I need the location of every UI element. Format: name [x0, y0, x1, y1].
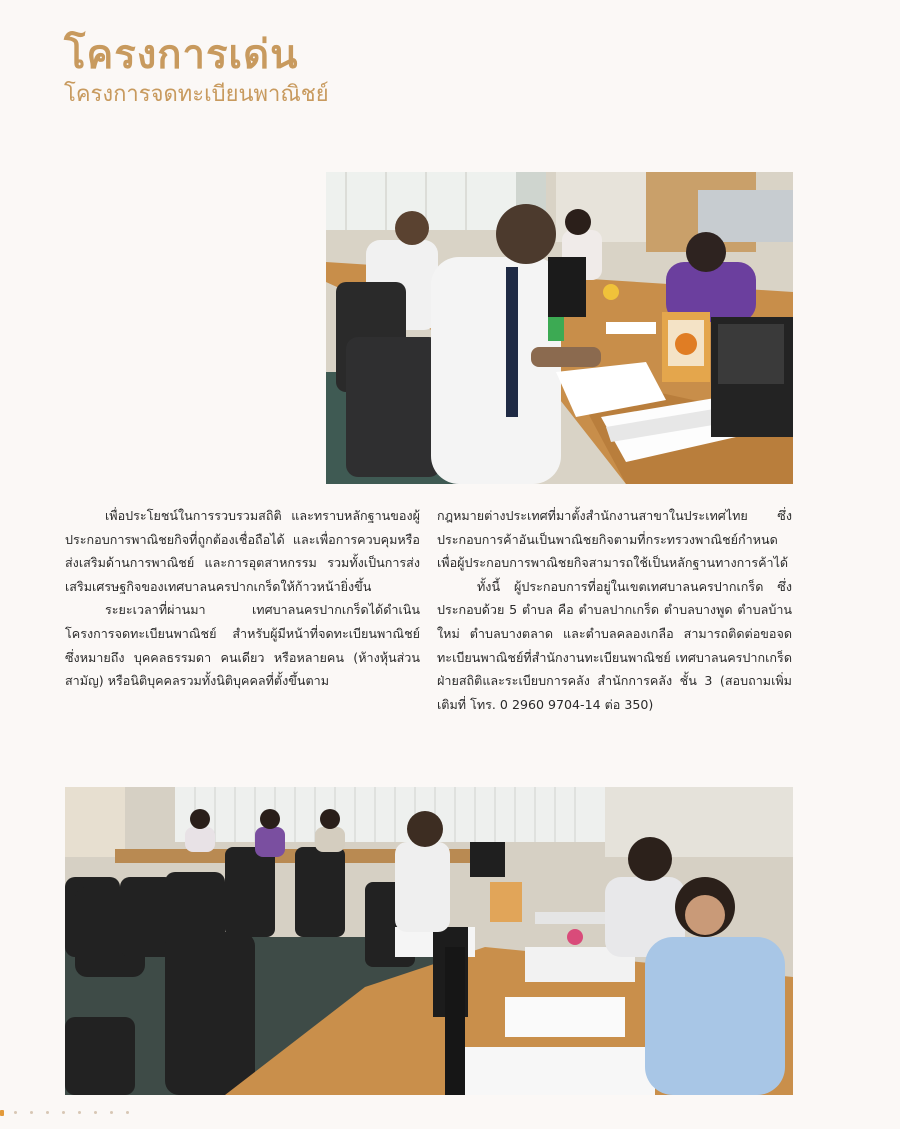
paragraph: เพื่อประโยชน์ในการรวบรวมสถิติ และทราบหลักฐานของผู้ประกอบการพาณิชยกิจที่ถูกต้องเชื่อถือได้ และเพื่อการควบคุมหรือส่งเสริมด้านการพาณิชย์ และการอุตสาหกรรม รวมทั้งเป็นการส่งเสริมเศรษฐกิจของเทศบาลนครปากเกร็ดให้ก้าวหน้ายิ่งขึ้น: [65, 508, 420, 594]
office-counter-photo: [65, 787, 793, 1095]
body-column-right: [437, 504, 792, 716]
page-title: โครงการเด่น: [64, 32, 299, 78]
body-column-left: [65, 504, 420, 693]
paragraph: ทั้งนี้ ผู้ประกอบการที่อยู่ในเขตเทศบาลนครปากเกร็ด ซึ่งประกอบด้วย 5 ตำบล คือ ตำบลปากเกร็ด ตำบลบางพูด ตำบลบ้านใหม่ ตำบลบางตลาด และตำบลคลองเกลือ สามารถติดต่อขอจดทะเบียนพาณิชย์ที่สำนักงานทะเบียนพาณิชย์ เทศบาลนครปากเกร็ด ฝ่ายสถิติและระเบียบการคลัง สำนักการคลัง ชั้น 3 (สอบถามเพิ่มเติมที่ โทร. 0 2960 9704-14 ต่อ 350): [437, 578, 792, 712]
decorative-dots: [0, 1103, 140, 1123]
paragraph: ระยะเวลาที่ผ่านมา เทศบาลนครปากเกร็ดได้ดำเนินโครงการจดทะเบียนพาณิชย์ สำหรับผู้มีหน้าที่จดทะเบียนพาณิชย์ ซึ่งหมายถึง บุคคลธรรมดา คนเดียว หรือหลายคน (ห้างหุ้นส่วนสามัญ) หรือนิติบุคคลรวมทั้งนิติบุคคลที่ตั้งขึ้นตาม: [65, 602, 420, 689]
office-staff-photo: [326, 172, 793, 484]
page-subtitle: โครงการจดทะเบียนพาณิชย์: [64, 82, 329, 107]
paragraph: กฎหมายต่างประเทศที่มาตั้งสำนักงานสาขาในประเทศไทย ซึ่งประกอบการค้าอันเป็นพาณิชยกิจตามที่กระทรวงพาณิชย์กำหนด เพื่อผู้ประกอบการพาณิชยกิจสามารถใช้เป็นหลักฐานทางการค้าได้: [437, 508, 792, 571]
